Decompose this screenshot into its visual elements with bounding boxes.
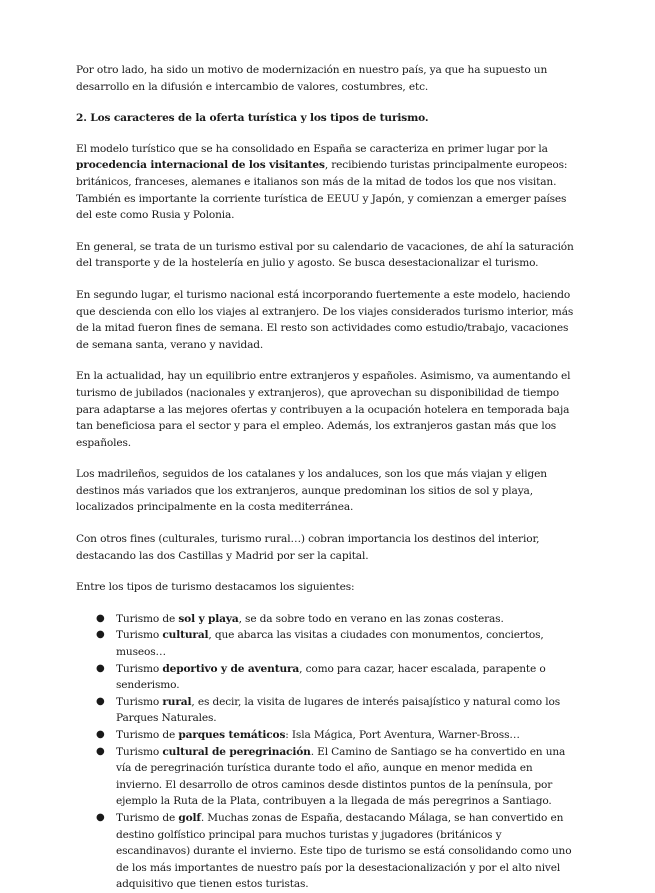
list-item-pre: Turismo de xyxy=(116,811,179,824)
list-item-bold: cultural de peregrinación xyxy=(162,745,311,758)
paragraph-interior: Con otros fines (culturales, turismo rural…) cobran importancia los destinos del interior, destacando las dos Castillas y Madrid por ser la capital. xyxy=(76,533,540,562)
list-item-post: , es decir, la visita de lugares de interés paisajístico y natural como los Parques Naturales. xyxy=(116,695,561,725)
document-page xyxy=(76,62,576,893)
list-item-pre: Turismo de xyxy=(116,612,179,625)
bullet-icon: ● xyxy=(96,745,105,757)
paragraph-national: En segundo lugar, el turismo nacional está incorporando fuertemente a este modelo, haciendo que descienda con ello los viajes al extranjero. De los viajes considerados turismo interior, más de la mitad fueron fines de semana. El resto son actividades como estudio/trabajo, vacaciones de semana santa, verano y navidad. xyxy=(76,288,574,351)
list-item-bold: rural xyxy=(162,695,192,708)
list-item-pre: Turismo de xyxy=(116,729,179,741)
list-item xyxy=(76,744,576,810)
list-item-bold: sol y playa xyxy=(178,612,239,625)
list-item xyxy=(76,627,576,660)
list-item-post: , se da sobre todo en verano en las zonas costeras. xyxy=(238,612,504,625)
list-item-bold: golf xyxy=(178,811,201,824)
section-heading: 2. Los caracteres de la oferta turística y los tipos de turismo. xyxy=(76,112,429,125)
bullet-icon: ● xyxy=(96,662,105,674)
list-item-bold: cultural xyxy=(162,629,209,642)
list-item xyxy=(76,611,576,628)
list-item-bold: deportivo y de aventura xyxy=(162,662,300,675)
bullet-icon: ● xyxy=(96,612,105,624)
paragraph-intro: Por otro lado, ha sido un motivo de modernización en nuestro país, ya que ha supuesto un desarrollo en la difusión e intercambio de valores, costumbres, etc. xyxy=(76,64,548,93)
tourism-types-list xyxy=(76,611,576,893)
list-item-pre: Turismo xyxy=(116,695,163,708)
list-item-pre: Turismo xyxy=(116,629,163,642)
paragraph-list-intro: Entre los tipos de turismo destacamos los siguientes: xyxy=(76,581,355,594)
list-item-pre: Turismo xyxy=(116,745,163,758)
list-item-post: . El Camino de Santiago se ha convertido en una vía de peregrinación turística durante todo el año, aunque en menor medida en invierno. El desarrollo de otros caminos desde distintos puntos de la península, por ejemplo la Ruta de la Plata, contribuyen a la llegada de más peregrinos a Santiago. xyxy=(116,745,566,808)
list-item xyxy=(76,661,576,694)
list-item xyxy=(76,727,576,744)
paragraph-current: En la actualidad, hay un equilibrio entre extranjeros y españoles. Asimismo, va aumentando el turismo de jubilados (nacionales y extranjeros), que aprovechan su disponibilidad de tiempo para adaptarse a las mejores ofertas y contribuyen a la ocupación hotelera en temporada baja tan beneficiosa para el sector y para el empleo. Además, los extranjeros gastan más que los españoles. xyxy=(76,370,571,449)
list-item xyxy=(76,694,576,727)
paragraph-model-text-a: El modelo turístico que se ha consolidado en España se caracteriza en primer lugar por la xyxy=(76,142,548,155)
paragraph-model xyxy=(76,141,576,224)
paragraph-model-text-c: , recibiendo turistas principalmente europeos: británicos, franceses, alemanes e italianos son más de la mitad de todos los que nos visitan. También es importante la corriente turística de EEUU y Japón, y comienzan a emerger países del este como Rusia y Polonia. xyxy=(76,159,568,222)
list-item-bold: parques temáticos xyxy=(178,729,286,741)
list-item-pre: Turismo xyxy=(116,662,163,675)
paragraph-regions: Los madrileños, seguidos de los catalanes y los andaluces, son los que más viajan y eligen destinos más variados que los extranjeros, aunque predominan los sitios de sol y playa, localizados principalmente en la costa mediterránea. xyxy=(76,468,547,514)
list-item-post: , que abarca las visitas a ciudades con monumentos, conciertos, museos… xyxy=(116,629,544,659)
paragraph-model-bold: procedencia internacional de los visitantes xyxy=(76,159,325,172)
paragraph-general: En general, se trata de un turismo estival por su calendario de vacaciones, de ahí la saturación del transporte y de la hostelería en julio y agosto. Se busca desestacionalizar el turismo. xyxy=(76,240,574,270)
bullet-icon: ● xyxy=(96,729,105,740)
bullet-icon: ● xyxy=(96,629,105,641)
bullet-icon: ● xyxy=(96,695,105,707)
bullet-icon: ● xyxy=(96,811,105,823)
list-item-post: : Isla Mágica, Port Aventura, Warner-Bross… xyxy=(285,729,520,741)
list-item xyxy=(76,810,576,893)
list-item-post: , como para cazar, hacer escalada, parapente o senderismo. xyxy=(116,662,546,692)
list-item-post: . Muchas zonas de España, destacando Málaga, se han convertido en destino golfístico principal para muchos turistas y jugadores (británicos y escandinavos) durante el invierno. Este tipo de turismo se está consolidando como uno de los más importantes de nuestro país por la desestacionalización y por el alto nivel adquisitivo que tienen estos turistas. xyxy=(116,811,572,891)
